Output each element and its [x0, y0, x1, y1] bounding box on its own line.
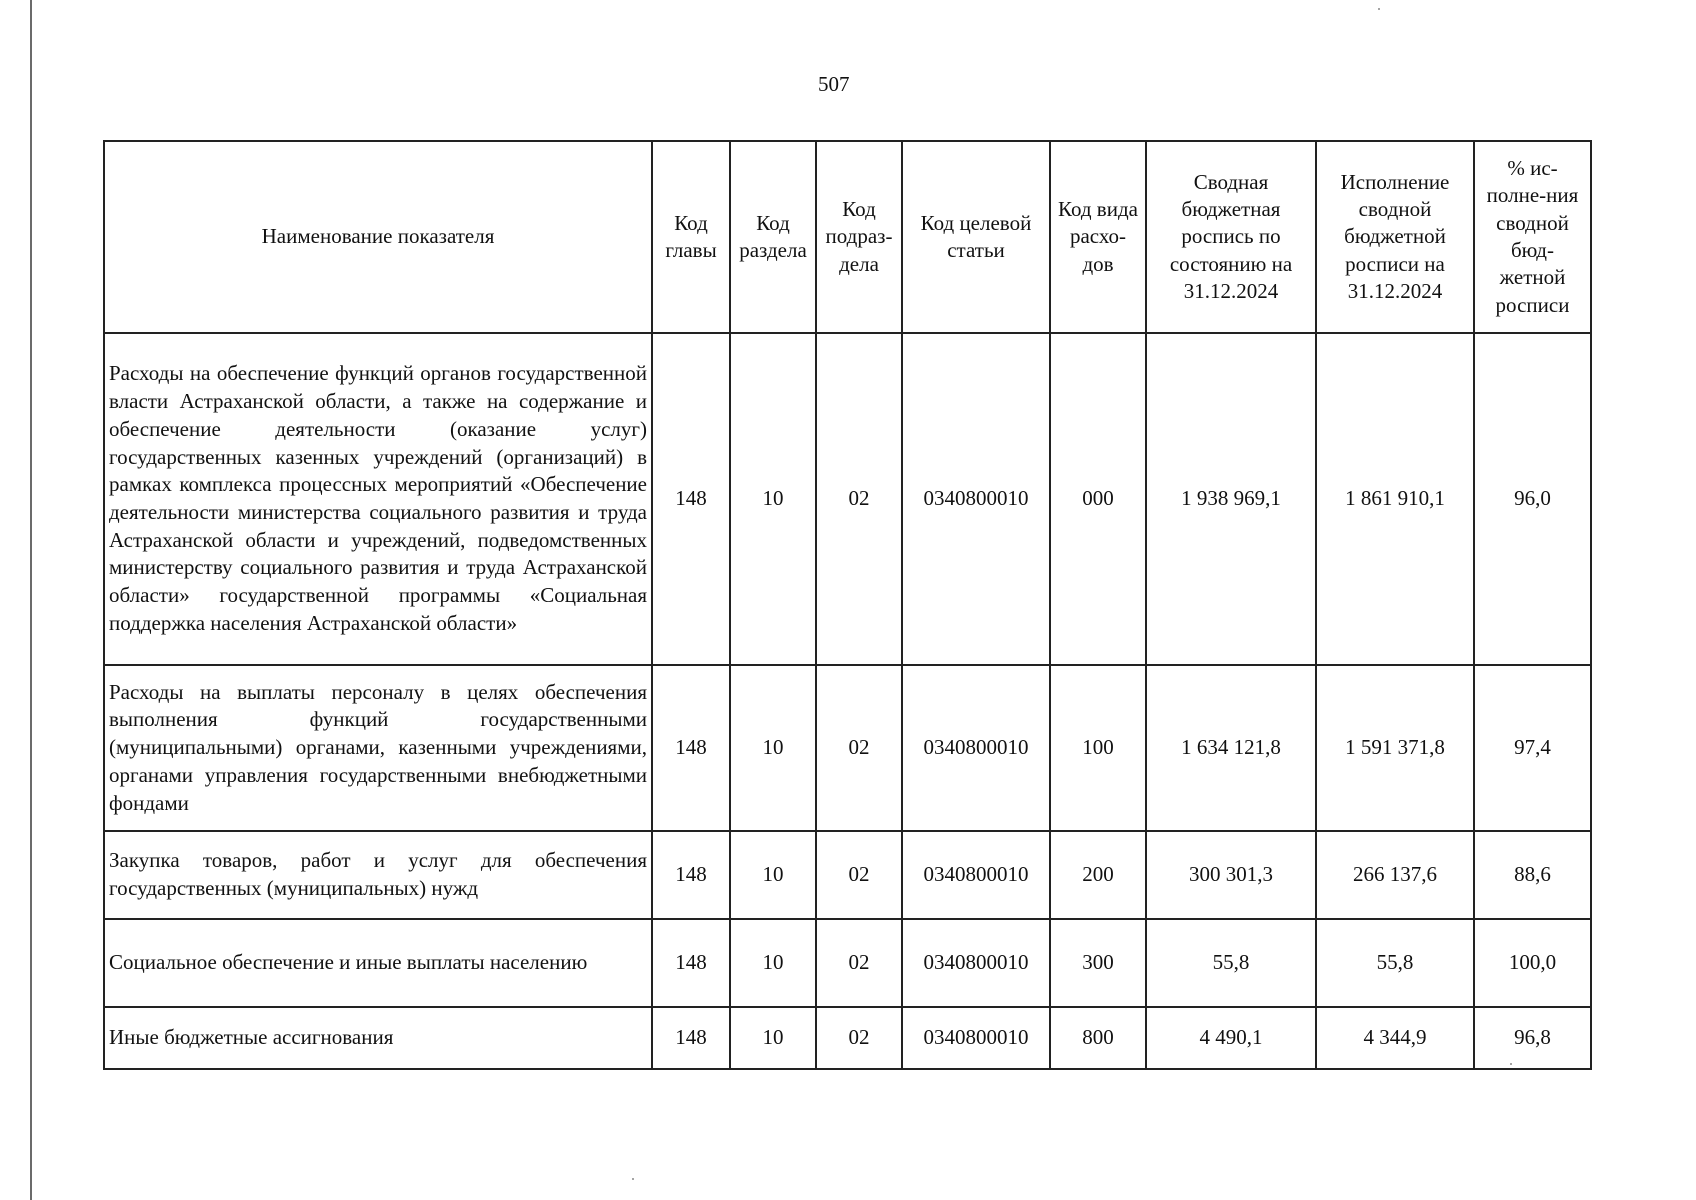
- cell-section-code: 10: [730, 665, 816, 831]
- header-subsection-code: Код подраз-дела: [816, 141, 902, 333]
- cell-indicator-name: Расходы на обеспечение функций органов государственной власти Астраханской области, а также на содержание и обеспечение деятельности (оказание услуг) государственных казенных учреждений (организаций) в рамках комплекса процессных мероприятий «Обеспечение деятельности министерства социального развития и труда Астраханской области и учреждений, подведомственных министерству социального развития и труда Астраханской области» государственной программы «Социальная поддержка населения Астраханской области»: [104, 333, 652, 665]
- header-expense-type-code: Код вида расхо-дов: [1050, 141, 1146, 333]
- cell-target-article-code: 0340800010: [902, 665, 1050, 831]
- table-row: [104, 1007, 1591, 1069]
- cell-execution-percent: 96,8: [1474, 1007, 1591, 1069]
- table-row: [104, 665, 1591, 831]
- cell-subsection-code: 02: [816, 333, 902, 665]
- cell-subsection-code: 02: [816, 831, 902, 919]
- table-row: [104, 919, 1591, 1007]
- cell-chapter-code: 148: [652, 665, 730, 831]
- table-row: [104, 831, 1591, 919]
- cell-budget-execution: 55,8: [1316, 919, 1474, 1007]
- cell-budget-schedule: 55,8: [1146, 919, 1316, 1007]
- cell-target-article-code: 0340800010: [902, 919, 1050, 1007]
- header-target-article-code: Код целевой статьи: [902, 141, 1050, 333]
- cell-budget-schedule: 300 301,3: [1146, 831, 1316, 919]
- cell-target-article-code: 0340800010: [902, 831, 1050, 919]
- cell-execution-percent: 88,6: [1474, 831, 1591, 919]
- cell-target-article-code: 0340800010: [902, 333, 1050, 665]
- scan-speck: [1510, 1063, 1512, 1065]
- cell-chapter-code: 148: [652, 1007, 730, 1069]
- header-section-code: Код раздела: [730, 141, 816, 333]
- cell-expense-type-code: 300: [1050, 919, 1146, 1007]
- cell-budget-execution: 1 861 910,1: [1316, 333, 1474, 665]
- cell-execution-percent: 100,0: [1474, 919, 1591, 1007]
- budget-execution-table: [103, 140, 1592, 1070]
- cell-subsection-code: 02: [816, 919, 902, 1007]
- table-row: [104, 333, 1591, 665]
- header-execution-percent: % ис-полне-ния сводной бюд-жетной росписи: [1474, 141, 1591, 333]
- cell-chapter-code: 148: [652, 919, 730, 1007]
- scan-speck: [1378, 8, 1380, 10]
- cell-indicator-name: Иные бюджетные ассигнования: [104, 1007, 652, 1069]
- cell-budget-schedule: 4 490,1: [1146, 1007, 1316, 1069]
- cell-budget-execution: 1 591 371,8: [1316, 665, 1474, 831]
- table-header-row: [104, 141, 1591, 333]
- cell-subsection-code: 02: [816, 1007, 902, 1069]
- cell-budget-schedule: 1 634 121,8: [1146, 665, 1316, 831]
- scan-speck: [632, 1178, 634, 1180]
- page-number: 507: [818, 72, 850, 96]
- cell-chapter-code: 148: [652, 831, 730, 919]
- header-budget-execution: Исполнение сводной бюджетной росписи на 31.12.2024: [1316, 141, 1474, 333]
- cell-chapter-code: 148: [652, 333, 730, 665]
- cell-expense-type-code: 800: [1050, 1007, 1146, 1069]
- cell-section-code: 10: [730, 831, 816, 919]
- cell-budget-schedule: 1 938 969,1: [1146, 333, 1316, 665]
- cell-expense-type-code: 100: [1050, 665, 1146, 831]
- scan-margin-line: [30, 0, 32, 1200]
- header-indicator-name: Наименование показателя: [104, 141, 652, 333]
- cell-indicator-name: Расходы на выплаты персоналу в целях обеспечения выполнения функций государственными (муниципальными) органами, казенными учреждениями, органами управления государственными внебюджетными фондами: [104, 665, 652, 831]
- cell-target-article-code: 0340800010: [902, 1007, 1050, 1069]
- cell-indicator-name: Закупка товаров, работ и услуг для обеспечения государственных (муниципальных) нужд: [104, 831, 652, 919]
- cell-budget-execution: 4 344,9: [1316, 1007, 1474, 1069]
- cell-budget-execution: 266 137,6: [1316, 831, 1474, 919]
- cell-execution-percent: 96,0: [1474, 333, 1591, 665]
- cell-expense-type-code: 000: [1050, 333, 1146, 665]
- cell-execution-percent: 97,4: [1474, 665, 1591, 831]
- header-budget-schedule: Сводная бюджетная роспись по состоянию на 31.12.2024: [1146, 141, 1316, 333]
- cell-section-code: 10: [730, 333, 816, 665]
- cell-expense-type-code: 200: [1050, 831, 1146, 919]
- header-chapter-code: Код главы: [652, 141, 730, 333]
- cell-subsection-code: 02: [816, 665, 902, 831]
- cell-section-code: 10: [730, 1007, 816, 1069]
- cell-section-code: 10: [730, 919, 816, 1007]
- cell-indicator-name: Социальное обеспечение и иные выплаты населению: [104, 919, 652, 1007]
